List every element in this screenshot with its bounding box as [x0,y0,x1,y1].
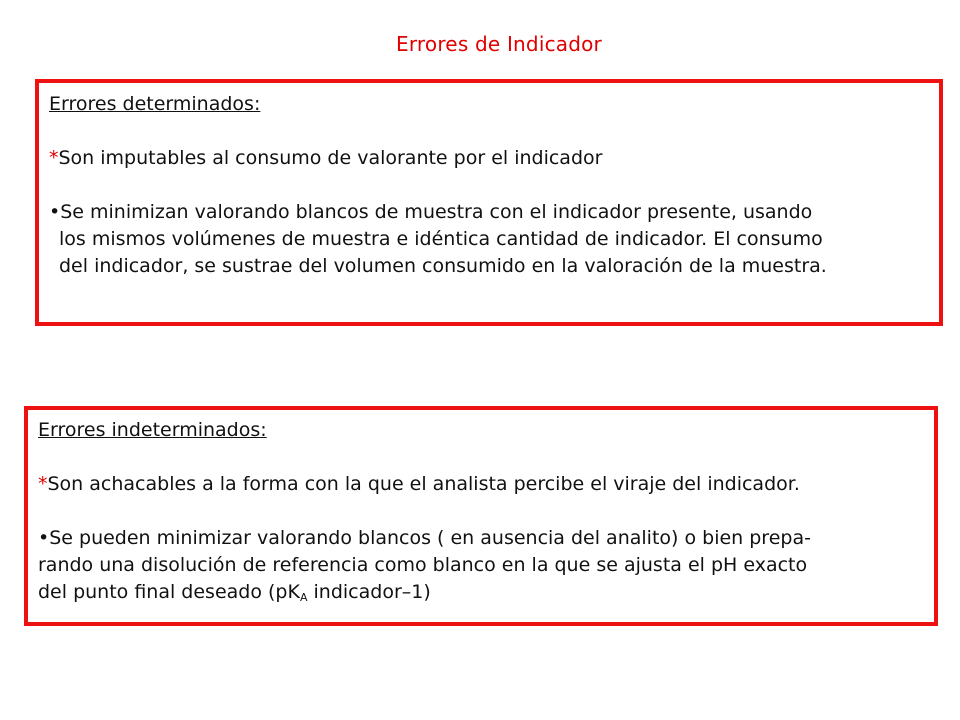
errores-determinados-box [35,79,943,326]
asterisk-marker: * [38,473,48,495]
indeterminados-point-1-text: Son achacables a la forma con la que el analista percibe el viraje del indicador. [47,473,800,495]
indeterminados-point-2-text-3b: indicador–1) [307,581,431,603]
determinados-point-2-line-2: los mismos volúmenes de muestra e idéntica cantidad de indicador. El consumo [59,228,823,250]
page-title: Errores de Indicador [396,32,602,56]
asterisk-marker: * [49,147,59,169]
determinados-point-1 [49,145,939,172]
bullet-marker: • [49,201,61,223]
determinados-point-2-text-1: Se minimizan valorando blancos de muestra con el indicador presente, usando [60,201,813,223]
errores-indeterminados-box [24,406,938,626]
subscript-a: A [299,591,308,604]
determinados-point-2-line-3: del indicador, se sustrae del volumen consumido en la valoración de la muestra. [59,255,827,277]
determinados-point-2-line-1 [49,199,939,226]
indeterminados-point-2-line-1 [38,525,934,552]
indeterminados-point-2-line-2: rando una disolución de referencia como blanco en la que se ajusta el pH exacto [38,554,808,576]
bullet-marker: • [38,527,50,549]
indeterminados-point-2-line-3 [38,579,934,606]
errores-indeterminados-heading: Errores indeterminados: [38,419,267,441]
errores-determinados-heading: Errores determinados: [49,93,261,115]
indeterminados-point-1 [38,471,934,498]
indeterminados-point-2-text-1: Se pueden minimizar valorando blancos ( en ausencia del analito) o bien prepa- [49,527,811,549]
indeterminados-point-2-text-3a: del punto final deseado (pK [38,581,300,603]
determinados-point-1-text: Son imputables al consumo de valorante por el indicador [58,147,603,169]
